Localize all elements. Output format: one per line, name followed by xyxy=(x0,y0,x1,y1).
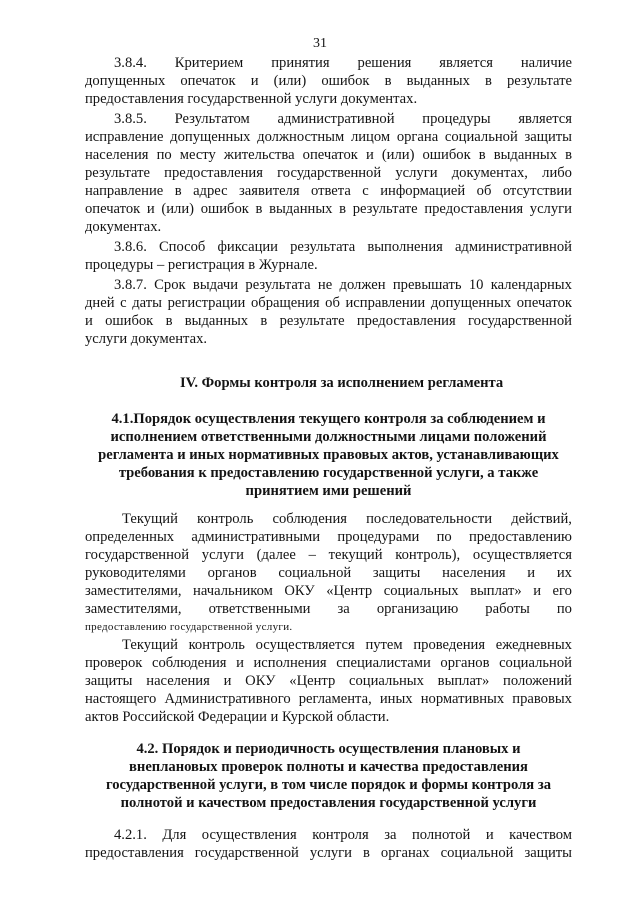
word: и xyxy=(223,673,232,689)
word: 3.8.7. xyxy=(114,277,147,293)
word: социальных xyxy=(383,583,459,599)
word: документах, xyxy=(451,165,528,181)
word: заявителя xyxy=(239,183,300,199)
word: социальной xyxy=(278,565,352,581)
word: опечаток xyxy=(516,295,572,311)
word: действий, xyxy=(511,511,572,527)
heading-4-1-line: исполнением ответственными должностными лицами положений xyxy=(110,429,547,445)
word: специалистами xyxy=(336,655,431,671)
word: лицом xyxy=(350,129,391,145)
paragraph-4-1-a-line xyxy=(85,564,572,582)
word: календарных xyxy=(490,277,572,293)
word: не xyxy=(317,277,333,293)
word: ответа xyxy=(311,183,351,199)
word: в xyxy=(485,73,492,89)
word: органа xyxy=(396,129,439,145)
paragraph-3-8-7-line xyxy=(114,276,572,294)
word: в xyxy=(174,183,182,199)
word: регламента, xyxy=(298,691,372,707)
word: исполнения xyxy=(253,655,327,671)
paragraph-4-1-b-line xyxy=(122,636,572,654)
word: в xyxy=(565,147,572,163)
word: либо xyxy=(542,165,572,181)
word: ошибок xyxy=(422,147,471,163)
paragraph-3-8-4-line xyxy=(114,54,572,72)
word: исправлении xyxy=(345,295,426,311)
word: результате xyxy=(352,201,418,217)
word: административной xyxy=(277,111,395,127)
word: правовых xyxy=(512,691,572,707)
word: решения xyxy=(357,55,412,71)
word: ежедневных xyxy=(495,637,572,653)
word: контроля xyxy=(312,827,369,843)
word: контроль xyxy=(197,511,254,527)
paragraph-3-8-4-line xyxy=(85,72,572,90)
word: ответственными xyxy=(208,601,311,617)
word: социальной xyxy=(499,655,572,671)
word: 3.8.4. xyxy=(114,55,147,71)
word: в xyxy=(260,313,268,329)
word: в xyxy=(165,313,173,329)
word: органов xyxy=(207,565,257,581)
word: и xyxy=(146,201,155,217)
word: осуществления xyxy=(201,827,297,843)
word: определенных xyxy=(85,529,175,545)
word: защиты xyxy=(524,845,572,861)
paragraph-4-1-a-line xyxy=(122,510,572,528)
word: ОКУ xyxy=(284,583,315,599)
word: выполнения xyxy=(367,239,443,255)
word: начальником xyxy=(193,583,273,599)
word: 10 xyxy=(468,277,484,293)
word: Для xyxy=(162,827,187,843)
word: текущий xyxy=(328,547,383,563)
word: положений xyxy=(503,673,572,689)
paragraph-4-1-a-line: предоставлению государственной услуги. xyxy=(85,621,293,633)
paragraph-4-1-a-line xyxy=(85,582,572,600)
word: проверок xyxy=(85,655,143,671)
word: контроль xyxy=(188,637,245,653)
paragraph-4-1-a-line xyxy=(85,600,572,618)
word: в xyxy=(478,147,486,163)
word: их xyxy=(556,565,572,581)
paragraph-4-1-a-line xyxy=(85,528,572,546)
word: Срок xyxy=(154,277,186,293)
word: 3.8.5. xyxy=(114,111,147,127)
word: опечаток xyxy=(180,73,236,89)
word: организацию xyxy=(376,601,459,617)
word: должен xyxy=(339,277,386,293)
word: его xyxy=(552,583,572,599)
word: принятия xyxy=(271,55,330,71)
word: ошибок xyxy=(105,313,154,329)
word: заместителями, xyxy=(85,601,182,617)
word: и xyxy=(527,565,536,581)
word: должностным xyxy=(257,129,345,145)
word: наличие xyxy=(520,55,572,71)
word: населения xyxy=(146,673,210,689)
word: (или) xyxy=(161,201,195,217)
word: государственной xyxy=(194,845,299,861)
word: об xyxy=(325,295,340,311)
word: – xyxy=(308,547,316,563)
word: (далее xyxy=(256,547,296,563)
word: социальных xyxy=(349,673,424,689)
word: с xyxy=(120,295,127,311)
heading-4-2-line: внеплановых проверок полноты и качества предоставления xyxy=(129,759,528,775)
word: административной xyxy=(454,239,572,255)
word: руководителями xyxy=(85,565,186,581)
word: месту xyxy=(179,147,216,163)
word: административными xyxy=(191,529,321,545)
word: нормативных xyxy=(420,691,505,707)
word: защиты xyxy=(524,129,572,145)
word: ошибок xyxy=(200,201,249,217)
heading-4-2-line: государственной услуги, в том числе порядок и формы контроля за xyxy=(105,777,552,793)
paragraph-3-8-4-line: предоставления государственной услуги документах. xyxy=(85,91,418,107)
word: предоставления xyxy=(85,845,184,861)
word: соблюдения xyxy=(272,511,347,527)
word: ошибок xyxy=(321,73,370,89)
paragraph-3-8-7-line: услуги документах. xyxy=(85,331,208,347)
word: иных xyxy=(379,691,413,707)
word: защиты xyxy=(85,673,133,689)
word: 4.2.1. xyxy=(114,827,147,843)
word: путем xyxy=(365,637,403,653)
word: настоящего xyxy=(85,691,157,707)
word: выплат» xyxy=(470,583,522,599)
word: услуги xyxy=(395,165,438,181)
word: (или) xyxy=(381,147,415,163)
word: ОКУ xyxy=(245,673,276,689)
word: (или) xyxy=(273,73,307,89)
word: превышать xyxy=(392,277,462,293)
heading-4-1-line: принятием ими решений xyxy=(245,483,412,499)
paragraph-3-8-5-line xyxy=(85,146,572,164)
word: фиксации xyxy=(217,239,278,255)
word: предоставления xyxy=(424,201,524,217)
heading-4-1-line: требования к предоставлению государственной услуги, а также xyxy=(118,465,539,481)
word: социальной xyxy=(444,129,518,145)
word: в xyxy=(363,845,370,861)
word: исправление xyxy=(85,129,164,145)
word: государственной xyxy=(277,165,382,181)
word: выданных xyxy=(184,313,249,329)
word: направление xyxy=(85,183,164,199)
word: услуги xyxy=(529,201,572,217)
word: выданных xyxy=(406,73,470,89)
word: допущенных xyxy=(430,295,512,311)
paragraph-4-1-b-line xyxy=(85,672,572,690)
paragraph-3-8-5-line xyxy=(85,182,572,200)
word: осуществляется xyxy=(255,637,355,653)
paragraph-3-8-5-line xyxy=(85,128,572,146)
word: по xyxy=(556,601,572,617)
word: органах xyxy=(380,845,430,861)
paragraph-4-1-a-line xyxy=(85,546,572,564)
word: и xyxy=(250,73,259,89)
word: и xyxy=(533,583,541,599)
paragraph-3-8-7-line xyxy=(85,294,572,312)
word: «Центр xyxy=(326,583,373,599)
word: процедуры xyxy=(422,111,491,127)
word: и xyxy=(85,313,93,329)
word: за xyxy=(337,601,350,617)
heading-4-1-line: 4.1.Порядок осуществления текущего контроля за соблюдением и xyxy=(111,411,546,427)
paragraph-3-8-5-line xyxy=(85,200,572,218)
word: информацией xyxy=(380,183,466,199)
word: «Центр xyxy=(289,673,336,689)
word: выплат» xyxy=(437,673,490,689)
word: является xyxy=(518,111,572,127)
word: населения xyxy=(442,565,506,581)
paragraph-3-8-5-line: документах. xyxy=(85,219,162,235)
word: полнотой xyxy=(411,827,471,843)
paragraph-3-8-5-line xyxy=(85,164,572,182)
word: населения xyxy=(85,147,149,163)
paragraph-4-2-1-line xyxy=(114,826,572,844)
word: результате xyxy=(507,73,572,89)
word: жительства xyxy=(223,147,295,163)
word: обращения xyxy=(250,295,320,311)
heading-4-2-line: 4.2. Порядок и периодичность осуществления плановых и xyxy=(136,741,521,757)
word: результате xyxy=(279,313,345,329)
word: по xyxy=(436,529,452,545)
word: работы xyxy=(485,601,530,617)
word: регистрации xyxy=(167,295,246,311)
word: социальной xyxy=(440,845,514,861)
word: является xyxy=(439,55,493,71)
paragraph-4-1-b-line xyxy=(85,654,572,672)
page-number: 31 xyxy=(313,36,327,51)
word: результата xyxy=(245,277,311,293)
word: в xyxy=(255,201,263,217)
word: услуги xyxy=(309,845,352,861)
word: допущенных xyxy=(85,73,166,89)
word: Текущий xyxy=(122,637,178,653)
word: отсутствии xyxy=(502,183,572,199)
word: Критерием xyxy=(174,55,244,71)
word: в xyxy=(384,73,392,89)
word: об xyxy=(476,183,492,199)
word: результата xyxy=(290,239,356,255)
paragraph-4-1-b-line xyxy=(85,690,572,708)
word: дней xyxy=(85,295,115,311)
word: защиты xyxy=(372,565,421,581)
paragraph-4-2-1-line xyxy=(85,844,572,862)
word: опечаток xyxy=(85,201,141,217)
word: соблюдения xyxy=(151,655,227,671)
word: за xyxy=(384,827,397,843)
word: Административного xyxy=(164,691,291,707)
word: Способ xyxy=(158,239,206,255)
word: предоставления xyxy=(356,313,456,329)
word: предоставлению xyxy=(468,529,572,545)
word: органов xyxy=(440,655,490,671)
word: выданных xyxy=(493,147,558,163)
paragraph-4-1-b-line: актов Российской Федерации и Курской области. xyxy=(85,709,390,725)
word: результате xyxy=(85,165,150,181)
word: процедурами xyxy=(337,529,420,545)
word: в xyxy=(339,201,347,217)
paragraph-3-8-5-line xyxy=(114,110,572,128)
word: государственной xyxy=(467,313,572,329)
heading-4-2-line: полнотой и качеством предоставления государственной услуги xyxy=(120,795,537,811)
section-iv-title: IV. Формы контроля за исполнением регламента xyxy=(180,375,504,391)
paragraph-3-8-7-line xyxy=(85,312,572,330)
paragraph-3-8-6-line xyxy=(114,238,572,256)
word: Результатом xyxy=(174,111,250,127)
word: и xyxy=(236,655,244,671)
word: качеством xyxy=(509,827,572,843)
word: контроль), xyxy=(395,547,461,563)
word: предоставления xyxy=(164,165,263,181)
paragraph-3-8-6-line: процедуры – регистрация в Журнале. xyxy=(85,257,318,273)
word: даты xyxy=(132,295,162,311)
heading-4-1-line: регламента и иных нормативных правовых актов, устанавливающих xyxy=(98,447,559,463)
word: проведения xyxy=(413,637,486,653)
word: адрес xyxy=(193,183,228,199)
word: Текущий xyxy=(122,511,178,527)
word: по xyxy=(156,147,172,163)
word: услуги xyxy=(201,547,244,563)
word: 3.8.6. xyxy=(114,239,147,255)
word: осуществляется xyxy=(472,547,572,563)
word: с xyxy=(362,183,369,199)
word: выдачи xyxy=(192,277,239,293)
word: допущенных xyxy=(170,129,251,145)
word: последовательности xyxy=(366,511,493,527)
word: государственной xyxy=(85,547,190,563)
word: и xyxy=(365,147,374,163)
word: выданных xyxy=(269,201,333,217)
word: опечаток xyxy=(302,147,358,163)
word: и xyxy=(485,827,494,843)
word: заместителями, xyxy=(85,583,182,599)
